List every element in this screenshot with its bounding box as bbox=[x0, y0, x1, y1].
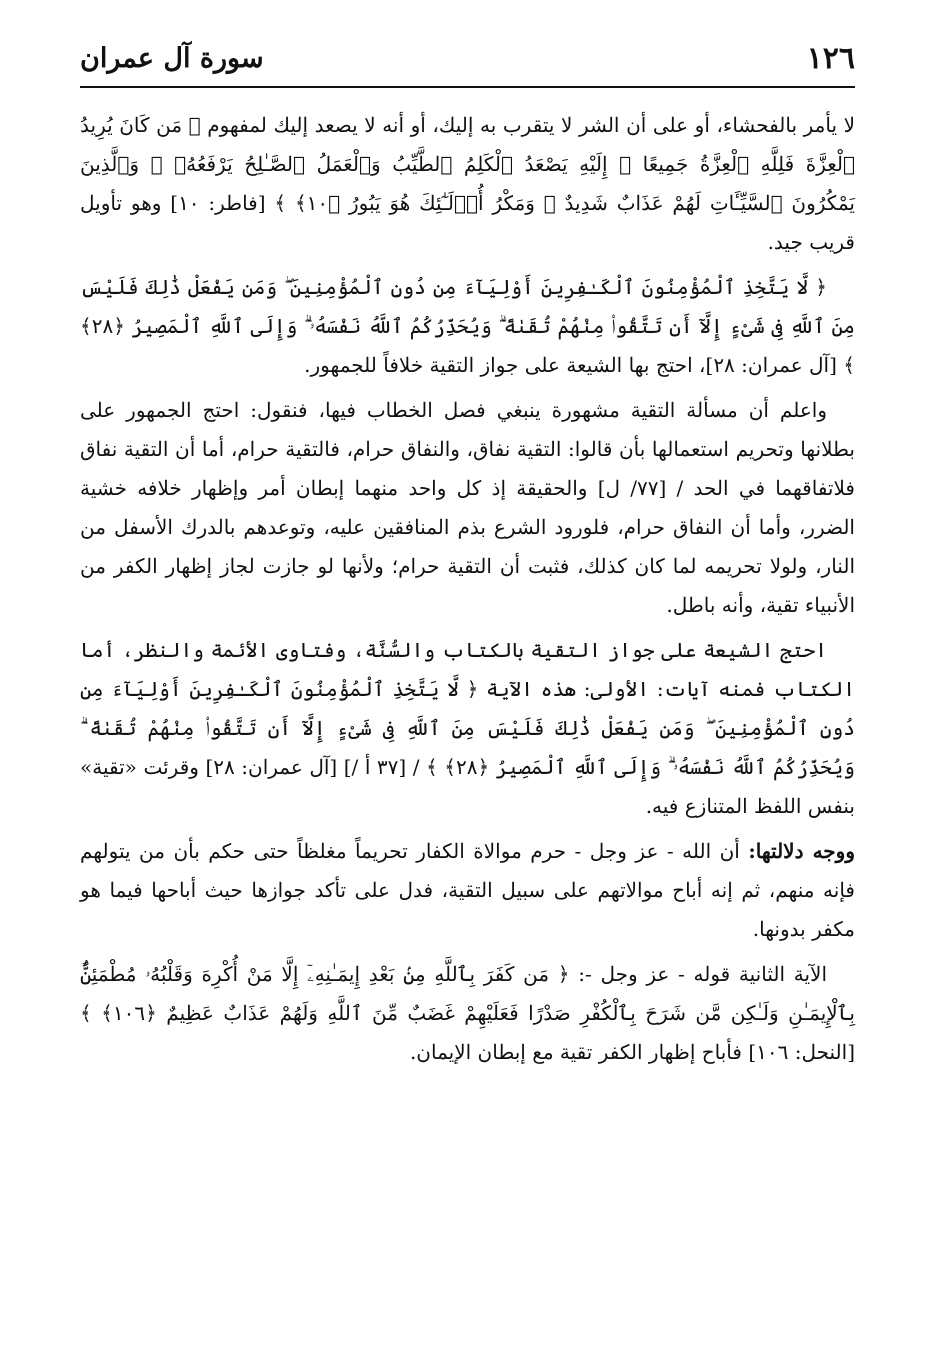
paragraph-5-lead: ووجه دلالتها: bbox=[748, 839, 855, 863]
page-header bbox=[80, 30, 855, 88]
paragraph-2-text: ﴿ لَّا يَتَّخِذِ ٱلْمُؤْمِنُونَ ٱلْكَـٰفِرِينَ أَوْلِيَآءَ مِن دُونِ ٱلْمُؤْمِنِينَ ۖ وَمَن يَفْعَلْ ذَٰلِكَ فَلَيْسَ مِنَ ٱللَّهِ فِى شَىْءٍ إِلَّآ أَن تَتَّقُوا۟ مِنْهُمْ تُقَىٰةً ۗ وَيُحَذِّرُكُمُ ٱللَّهُ نَفْسَهُۥ ۗ وَإِلَى ٱللَّهِ ٱلْمَصِيرُ ﴿٢٨﴾ ﴾ [آل عمران: ٢٨]، احتج بها الشيعة على جواز التقية خلافاً للجمهور. bbox=[80, 275, 855, 377]
paragraph-5-text: أن الله - عز وجل - حرم موالاة الكفار تحريماً مغلظاً حتى حكم بأن من يتولهم فإنه منهم، ثم إنه أباح موالاتهم على سبيل التقية، فدل على تأكد جوازها حيث أباحها فيما هو مكفر بدونها. bbox=[80, 839, 855, 941]
paragraph-3 bbox=[80, 391, 855, 625]
page-number: ١٢٦ bbox=[806, 40, 855, 76]
paragraph-6 bbox=[80, 955, 855, 1072]
paragraph-1-text: لا يأمر بالفحشاء، أو على أن الشر لا يتقرب به إليك، أو أنه لا يصعد إليك لمفهوم ﴿ مَن كَانَ يُرِيدُ ٱلْعِزَّةَ فَلِلَّهِ ٱلْعِزَّةُ جَمِيعًا ۚ إِلَيْهِ يَصْعَدُ ٱلْكَلِمُ ٱلطَّيِّبُ وَٱلْعَمَلُ ٱلصَّـٰلِحُ يَرْفَعُهُۥ ۚ وَٱلَّذِينَ يَمْكُرُونَ ٱلسَّيِّـَٔاتِ لَهُمْ عَذَابٌ شَدِيدٌ ۖ وَمَكْرُ أُو۟لَـٰٓئِكَ هُوَ يَبُورُ ﴿١٠﴾ ﴾ [فاطر: ١٠] وهو تأويل قريب جيد. bbox=[80, 113, 855, 254]
page-body bbox=[80, 106, 855, 1072]
book-page bbox=[80, 30, 855, 1330]
paragraph-4-text: احتج الشيعة على جواز التقية بالكتاب والسُّنَّة، وفتاوى الأئمة والنظر، أما الكتاب فمنه آيات: الأولى: هذه الآية ﴿ لَّا يَتَّخِذِ ٱلْمُؤْمِنُونَ ٱلْكَـٰفِرِينَ أَوْلِيَآءَ مِن دُونِ ٱلْمُؤْمِنِينَ ۖ وَمَن يَفْعَلْ ذَٰلِكَ فَلَيْسَ مِنَ ٱللَّهِ فِى شَىْءٍ إِلَّآ أَن تَتَّقُوا۟ مِنْهُمْ تُقَىٰةً ۗ وَيُحَذِّرُكُمُ ٱللَّهُ نَفْسَهُۥ ۗ وَإِلَى ٱللَّهِ ٱلْمَصِيرُ ﴿٢٨﴾ ﴾ / [٣٧ أ /] [آل عمران: ٢٨] وقرئت «تقية» بنفس اللفظ المتنازع فيه. bbox=[80, 638, 855, 818]
paragraph-1 bbox=[80, 106, 855, 262]
paragraph-3-text: واعلم أن مسألة التقية مشهورة ينبغي فصل الخطاب فيها، فنقول: احتج الجمهور على بطلانها وتحريم استعمالها بأن قالوا: التقية نفاق، والنفاق حرام، فالتقية حرام، أما أن التقية نفاق فلاتفاقهما في الحد / [٧٧/ ل] والحقيقة إذ كل واحد منهما إبطان أمر وإظهار خلافه خشية الضرر، وأما أن النفاق حرام، فلورود الشرع بذم المنافقين عليه، وتوعدهم بالدرك الأسفل من النار، ولولا تحريمه لما كان كذلك، فثبت أن التقية حرام؛ ولأنها لو جازت لجاز إظهار الكفر من الأنبياء تقية، وأنه باطل. bbox=[80, 398, 855, 617]
paragraph-5 bbox=[80, 832, 855, 949]
paragraph-2 bbox=[80, 268, 855, 385]
surah-title: سورة آل عمران bbox=[80, 42, 264, 74]
paragraph-6-text: الآية الثانية قوله - عز وجل -: ﴿ مَن كَفَرَ بِٱللَّهِ مِنۢ بَعْدِ إِيمَـٰنِهِۦٓ إِلَّا مَنْ أُكْرِهَ وَقَلْبُهُۥ مُطْمَئِنٌّۢ بِٱلْإِيمَـٰنِ وَلَـٰكِن مَّن شَرَحَ بِٱلْكُفْرِ صَدْرًا فَعَلَيْهِمْ غَضَبٌ مِّنَ ٱللَّهِ وَلَهُمْ عَذَابٌ عَظِيمٌ ﴿١٠٦﴾ ﴾ [النحل: ١٠٦] فأباح إظهار الكفر تقية مع إبطان الإيمان. bbox=[80, 962, 856, 1064]
paragraph-4 bbox=[80, 631, 855, 826]
